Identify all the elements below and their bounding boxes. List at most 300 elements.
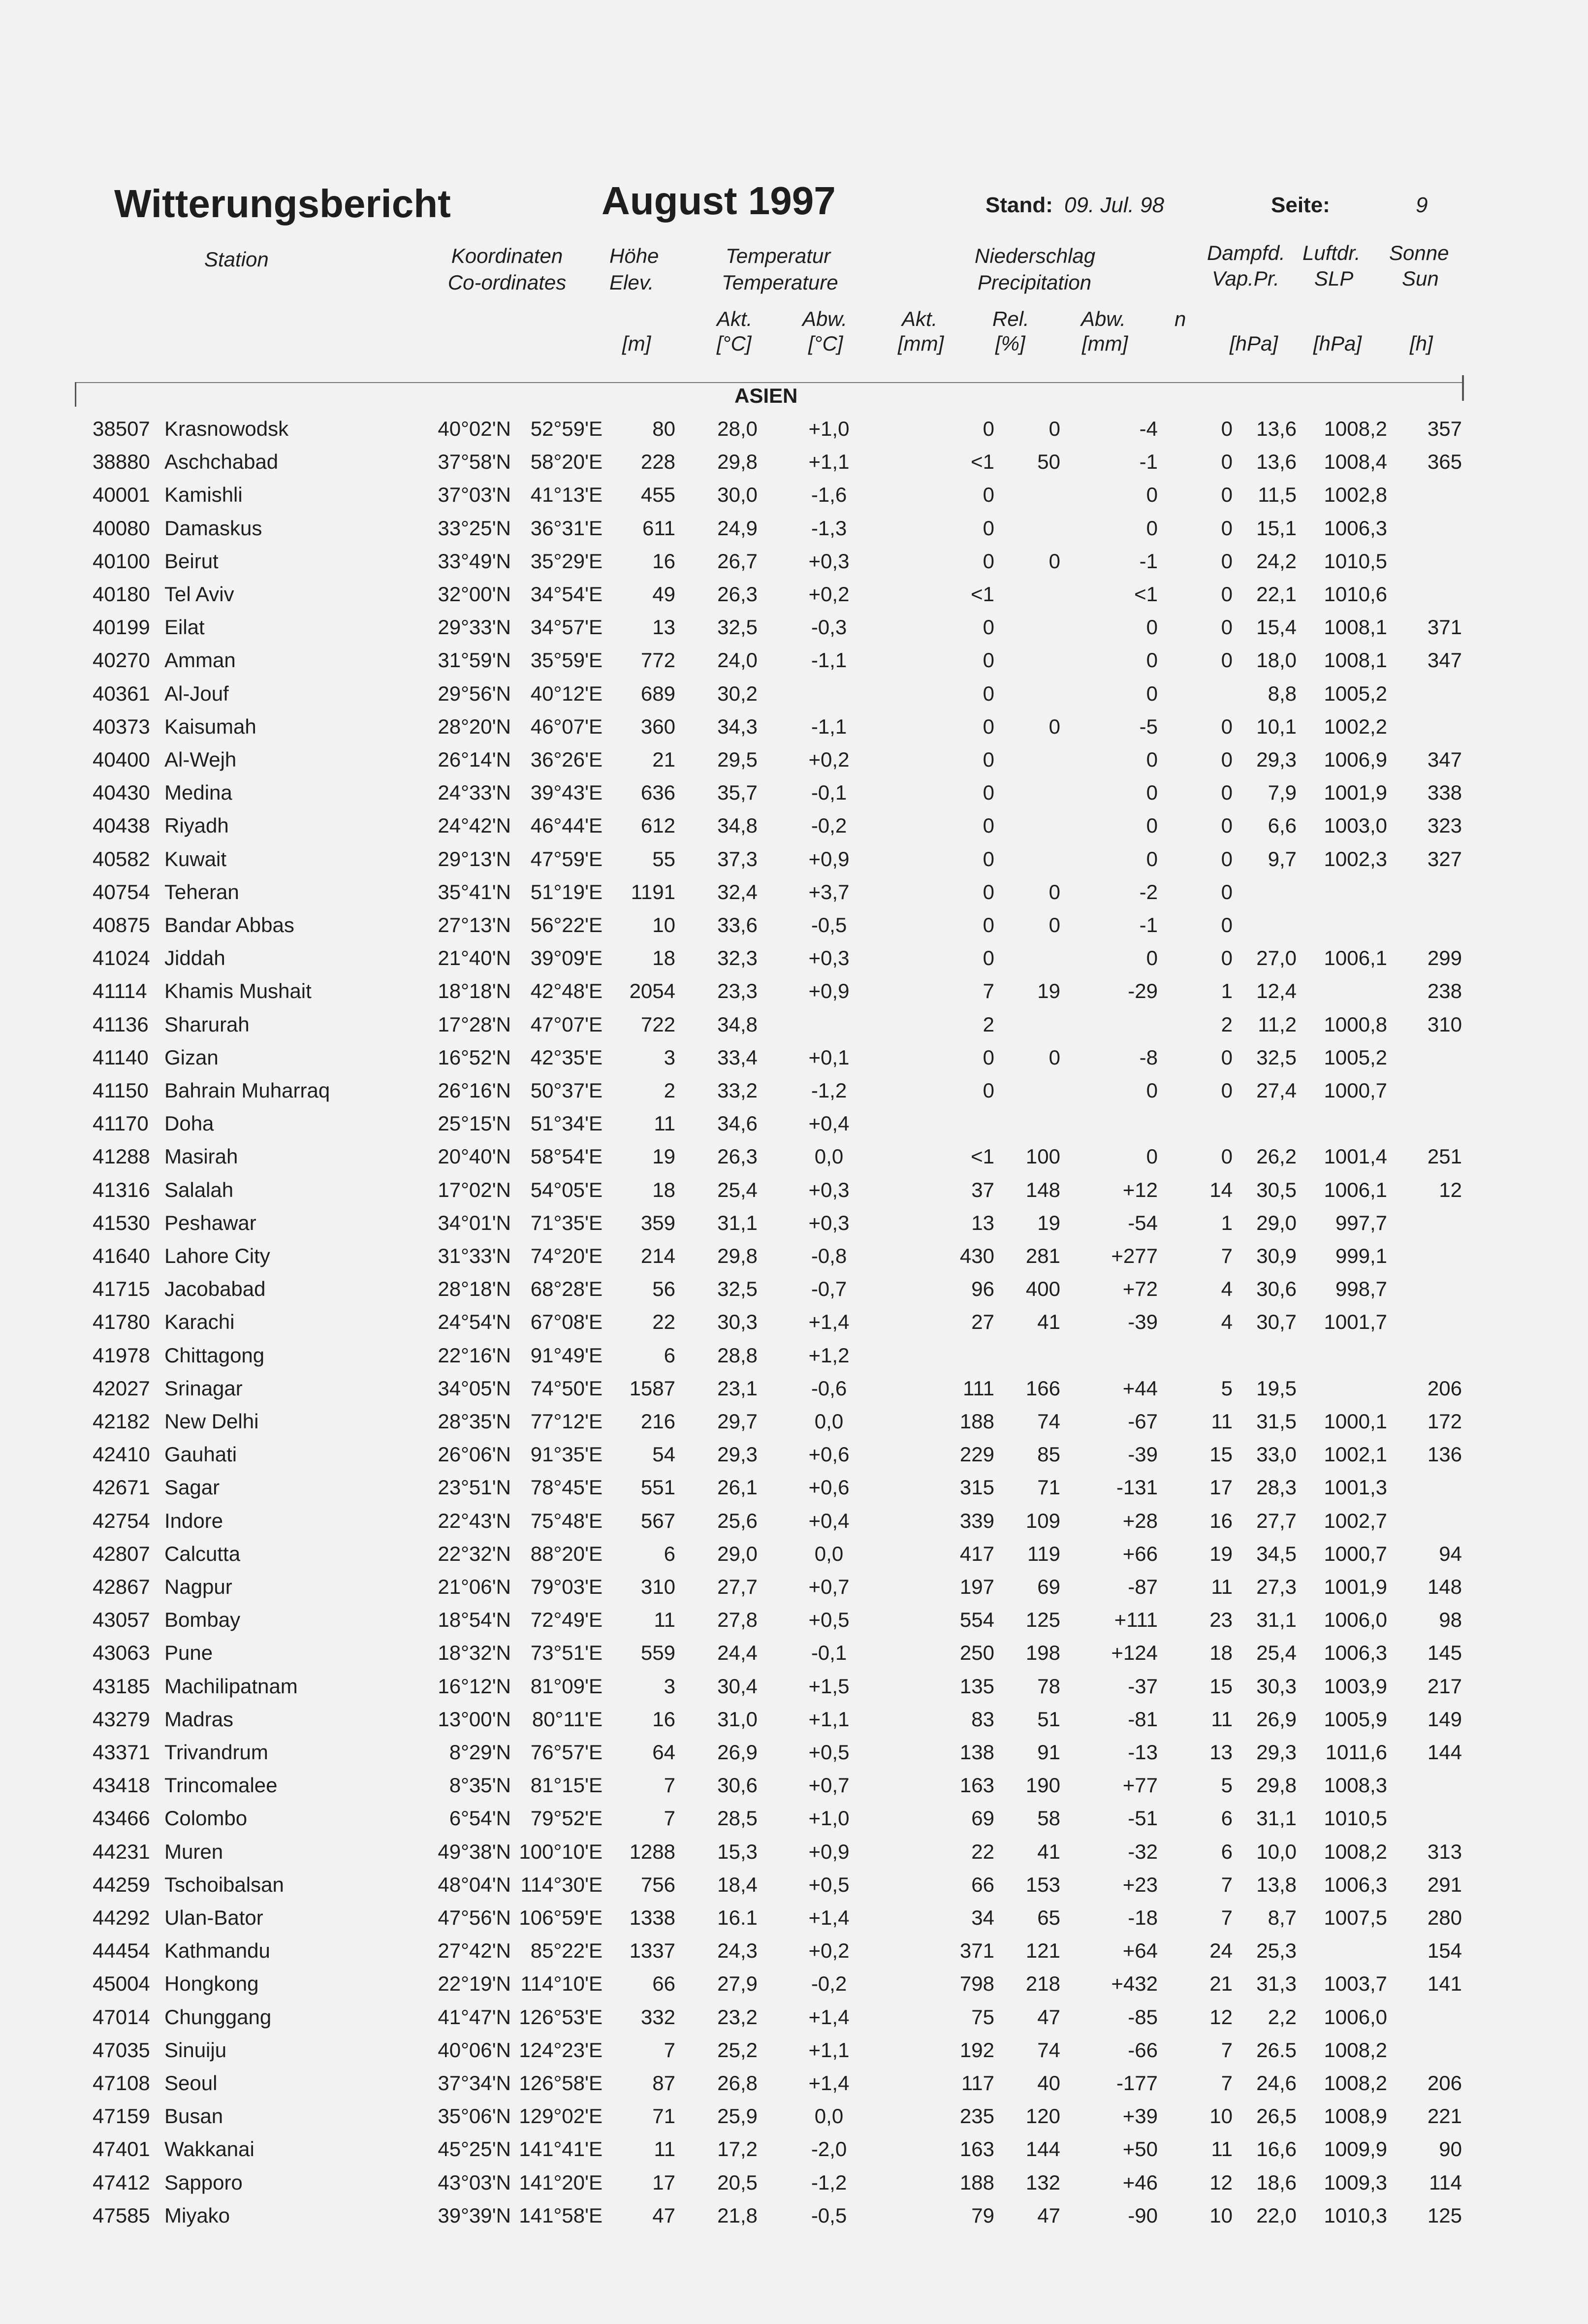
precip-akt: 0 — [983, 648, 994, 672]
vapour-pressure: 24,6 — [1256, 2071, 1297, 2095]
elevation: 71 — [652, 2104, 675, 2128]
precip-abw: -51 — [1128, 1807, 1158, 1830]
elevation: 1337 — [629, 1939, 675, 1963]
temp-akt: 26,8 — [717, 2071, 758, 2095]
temp-abw: -1,3 — [811, 516, 847, 540]
precip-days: 13 — [1209, 1741, 1233, 1764]
precip-abw: -1 — [1139, 913, 1158, 936]
temp-abw: -0,2 — [811, 1972, 847, 1996]
vapour-pressure: 18,6 — [1256, 2170, 1297, 2194]
precip-days: 7 — [1221, 1244, 1233, 1267]
precip-akt: 0 — [983, 417, 994, 440]
unit-m: [m] — [622, 332, 651, 355]
precip-days: 0 — [1221, 1045, 1233, 1069]
temp-akt: 21,8 — [717, 2203, 758, 2227]
precip-abw: +432 — [1111, 1972, 1158, 1996]
station-name: Wakkanai — [164, 2137, 254, 2161]
precip-akt: 66 — [971, 1872, 994, 1896]
station-id: 41170 — [93, 1112, 149, 1135]
latitude: 34°05'N — [438, 1376, 511, 1400]
sea-level-pressure: 1008,4 — [1324, 450, 1387, 474]
temp-akt: 37,3 — [717, 847, 758, 871]
precip-rel: 144 — [1025, 2137, 1060, 2161]
precip-abw: +12 — [1122, 1178, 1158, 1201]
station-name: Sagar — [164, 1476, 220, 1499]
precip-abw: -13 — [1128, 1741, 1158, 1764]
elevation: 1288 — [629, 1840, 675, 1863]
longitude: 47°59'E — [530, 847, 603, 871]
temp-akt: 23,1 — [717, 1376, 758, 1400]
latitude: 18°32'N — [438, 1641, 511, 1665]
precip-abw: -4 — [1139, 417, 1158, 440]
vapour-pressure: 30,5 — [1256, 1178, 1297, 1201]
precip-abw: +39 — [1122, 2104, 1158, 2128]
sunshine: 357 — [1427, 417, 1462, 440]
precip-abw: +66 — [1122, 1542, 1158, 1565]
station-name: Doha — [164, 1112, 214, 1135]
station-id: 44292 — [93, 1906, 150, 1929]
elevation: 47 — [652, 2203, 675, 2227]
precip-days: 1 — [1221, 1211, 1233, 1234]
temp-abw: +1,1 — [808, 2038, 850, 2062]
temp-abw: -0,1 — [811, 781, 847, 805]
longitude: 80°11'E — [532, 1707, 603, 1731]
elevation: 6 — [664, 1343, 675, 1367]
sea-level-pressure: 1000,8 — [1324, 1012, 1387, 1036]
vapour-pressure: 26,2 — [1256, 1145, 1297, 1168]
sea-level-pressure: 1006,3 — [1324, 1641, 1387, 1665]
col-station: Station — [204, 248, 269, 271]
sunshine: 221 — [1427, 2104, 1462, 2128]
temp-abw: -1,6 — [811, 483, 847, 507]
temp-abw: -0,2 — [811, 814, 847, 838]
temp-akt: 29,8 — [717, 450, 758, 474]
precip-rel: 51 — [1037, 1707, 1060, 1731]
sea-level-pressure: 1007,5 — [1324, 1906, 1387, 1929]
precip-akt: 69 — [971, 1807, 994, 1830]
longitude: 39°09'E — [530, 946, 603, 970]
elevation: 756 — [640, 1872, 675, 1896]
vapour-pressure: 11,5 — [1258, 483, 1297, 507]
temp-abw: +1,4 — [808, 1310, 850, 1334]
vapour-pressure: 29,3 — [1256, 748, 1297, 771]
precip-days: 6 — [1221, 1840, 1233, 1863]
precip-rel: 74 — [1037, 2038, 1060, 2062]
precip-rel: 19 — [1037, 1211, 1060, 1234]
temp-abw: +3,7 — [808, 880, 850, 904]
sunshine: 98 — [1439, 1608, 1462, 1632]
longitude: 129°02'E — [519, 2104, 603, 2128]
sea-level-pressure: 998,7 — [1335, 1277, 1387, 1301]
temp-abw: +0,5 — [808, 1741, 850, 1764]
unit-h: [h] — [1410, 332, 1433, 355]
station-id: 41150 — [93, 1079, 149, 1102]
latitude: 27°13'N — [438, 913, 511, 936]
sunshine: 323 — [1427, 814, 1462, 838]
temp-abw: 0,0 — [814, 1410, 844, 1433]
longitude: 100°10'E — [519, 1840, 603, 1863]
station-id: 41978 — [93, 1343, 150, 1367]
longitude: 50°37'E — [530, 1079, 603, 1102]
precip-rel: 91 — [1037, 1741, 1060, 1764]
sunshine: 347 — [1427, 748, 1462, 771]
precip-days: 0 — [1221, 880, 1233, 904]
temp-abw: +0,9 — [808, 1840, 850, 1863]
sunshine: 172 — [1427, 1410, 1462, 1433]
precip-days: 0 — [1221, 1145, 1233, 1168]
sea-level-pressure: 1008,2 — [1324, 417, 1387, 440]
precip-rel: 218 — [1025, 1972, 1060, 1996]
precip-rel: 47 — [1037, 2203, 1060, 2227]
vapour-pressure: 30,3 — [1256, 1674, 1297, 1698]
precip-akt: 37 — [971, 1178, 994, 1201]
vapour-pressure: 31,1 — [1256, 1807, 1297, 1830]
station-id: 42867 — [93, 1575, 150, 1598]
station-id: 40270 — [93, 648, 150, 672]
longitude: 81°09'E — [530, 1674, 603, 1698]
temp-akt: 31,1 — [717, 1211, 758, 1234]
temp-akt: 34,8 — [717, 814, 758, 838]
elevation: 611 — [642, 516, 675, 540]
precip-rel: 198 — [1025, 1641, 1060, 1665]
sea-level-pressure: 1009,3 — [1324, 2170, 1387, 2194]
station-id: 41316 — [93, 1178, 150, 1201]
sunshine: 206 — [1427, 1376, 1462, 1400]
temp-akt: 25,6 — [717, 1509, 758, 1532]
temp-abw: +0,2 — [808, 748, 850, 771]
sea-level-pressure: 999,1 — [1335, 1244, 1387, 1267]
sea-level-pressure: 1010,5 — [1324, 1807, 1387, 1830]
vapour-pressure: 24,2 — [1256, 549, 1297, 573]
longitude: 51°34'E — [530, 1112, 603, 1135]
page-label: Seite: — [1271, 193, 1330, 217]
temp-abw: +0,2 — [808, 1939, 850, 1963]
latitude: 28°20'N — [438, 714, 511, 738]
precip-akt: 111 — [963, 1376, 994, 1400]
sunshine: 338 — [1427, 781, 1462, 805]
sunshine: 149 — [1427, 1707, 1462, 1731]
longitude: 141°41'E — [519, 2137, 603, 2161]
precip-days: 7 — [1221, 1906, 1233, 1929]
temp-abw: +1,4 — [808, 2071, 850, 2095]
elevation: 228 — [640, 450, 675, 474]
longitude: 34°54'E — [530, 582, 603, 606]
station-name: Calcutta — [164, 1542, 241, 1565]
col-sonne-de: Sonne — [1389, 241, 1449, 264]
station-name: New Delhi — [164, 1410, 259, 1433]
station-id: 40100 — [93, 549, 150, 573]
precip-akt: 0 — [983, 1079, 994, 1102]
sea-level-pressure: 1008,9 — [1324, 2104, 1387, 2128]
precip-abw: -67 — [1128, 1410, 1158, 1433]
station-id: 47108 — [93, 2071, 150, 2095]
elevation: 1191 — [631, 880, 675, 904]
sunshine: 12 — [1439, 1178, 1462, 1201]
precip-rel: 132 — [1025, 2170, 1060, 2194]
precip-akt: 430 — [959, 1244, 994, 1267]
sea-level-pressure: 1008,2 — [1324, 1840, 1387, 1863]
temp-abw: -0,5 — [811, 913, 847, 936]
precip-days: 14 — [1209, 1178, 1233, 1201]
temp-abw: -0,5 — [811, 2203, 847, 2227]
sunshine: 141 — [1427, 1972, 1462, 1996]
latitude: 8°29'N — [449, 1741, 511, 1764]
elevation: 2 — [664, 1079, 675, 1102]
temp-akt: 24,3 — [717, 1939, 758, 1963]
latitude: 16°52'N — [438, 1045, 511, 1069]
station-id: 42027 — [93, 1376, 150, 1400]
precip-days: 15 — [1209, 1443, 1233, 1466]
sea-level-pressure: 1005,2 — [1324, 1045, 1387, 1069]
latitude: 22°19'N — [438, 1972, 511, 1996]
station-id: 42807 — [93, 1542, 150, 1565]
station-name: Damaskus — [164, 516, 262, 540]
section-frame-top — [75, 382, 1464, 383]
precip-abw: 0 — [1146, 483, 1158, 507]
temp-abw: +0,4 — [808, 1112, 850, 1135]
temp-abw: -0,7 — [811, 1277, 847, 1301]
longitude: 91°35'E — [530, 1443, 603, 1466]
longitude: 106°59'E — [519, 1906, 603, 1929]
latitude: 49°38'N — [438, 1840, 511, 1863]
unit-hpa-vap: [hPa] — [1230, 332, 1278, 355]
col-temp-de: Temperatur — [726, 244, 831, 267]
station-name: Kamishli — [164, 483, 243, 507]
precip-akt: 163 — [959, 1774, 994, 1797]
vapour-pressure: 30,7 — [1256, 1310, 1297, 1334]
longitude: 67°08'E — [530, 1310, 603, 1334]
precip-rel: 121 — [1025, 1939, 1060, 1963]
precip-akt: 339 — [959, 1509, 994, 1532]
precip-days: 4 — [1221, 1277, 1233, 1301]
precip-rel: 19 — [1037, 979, 1060, 1003]
temp-akt: 31,0 — [717, 1707, 758, 1731]
sea-level-pressure: 1006,1 — [1324, 1178, 1387, 1201]
precip-akt: 83 — [971, 1707, 994, 1731]
station-id: 47585 — [93, 2203, 150, 2227]
station-name: Gauhati — [164, 1443, 237, 1466]
sunshine: 251 — [1427, 1145, 1462, 1168]
precip-abw: +124 — [1111, 1641, 1158, 1665]
precip-akt: 0 — [983, 714, 994, 738]
longitude: 126°58'E — [519, 2071, 603, 2095]
unit-c-akt: [°C] — [717, 332, 752, 355]
elevation: 567 — [640, 1509, 675, 1532]
unit-hpa-slp: [hPa] — [1313, 332, 1362, 355]
longitude: 35°29'E — [530, 549, 603, 573]
sea-level-pressure: 1001,3 — [1324, 1476, 1387, 1499]
precip-days: 12 — [1209, 2170, 1233, 2194]
latitude: 27°42'N — [438, 1939, 511, 1963]
precip-akt: 417 — [959, 1542, 994, 1565]
temp-akt: 24,9 — [717, 516, 758, 540]
longitude: 74°20'E — [530, 1244, 603, 1267]
sea-level-pressure: 1002,7 — [1324, 1509, 1387, 1532]
vapour-pressure: 12,4 — [1256, 979, 1297, 1003]
temp-akt: 33,4 — [717, 1045, 758, 1069]
temp-akt: 30,6 — [717, 1774, 758, 1797]
unit-mm-akt: [mm] — [898, 332, 944, 355]
elevation: 18 — [652, 946, 675, 970]
sunshine: 365 — [1427, 450, 1462, 474]
temp-abw: +0,5 — [808, 1872, 850, 1896]
elevation: 612 — [640, 814, 675, 838]
vapour-pressure: 27,3 — [1256, 1575, 1297, 1598]
precip-abw: +50 — [1122, 2137, 1158, 2161]
precip-rel: 65 — [1037, 1906, 1060, 1929]
sea-level-pressure: 1006,3 — [1324, 516, 1387, 540]
temp-abw: +0,2 — [808, 582, 850, 606]
station-id: 40361 — [93, 681, 150, 705]
temp-abw: -2,0 — [811, 2137, 847, 2161]
station-id: 41140 — [93, 1045, 149, 1069]
station-id: 44259 — [93, 1872, 150, 1896]
longitude: 91°49'E — [530, 1343, 603, 1367]
precip-days: 7 — [1221, 2038, 1233, 2062]
precip-akt: <1 — [971, 582, 994, 606]
latitude: 22°43'N — [438, 1509, 511, 1532]
elevation: 7 — [664, 2038, 675, 2062]
latitude: 18°18'N — [438, 979, 511, 1003]
vapour-pressure: 19,5 — [1256, 1376, 1297, 1400]
temp-abw: +1,5 — [808, 1674, 850, 1698]
precip-rel: 0 — [1048, 913, 1060, 936]
vapour-pressure: 18,0 — [1256, 648, 1297, 672]
col-nieder-de: Niederschlag — [975, 244, 1096, 267]
temp-abw: +0,9 — [808, 979, 850, 1003]
sunshine: 90 — [1439, 2137, 1462, 2161]
precip-abw: -29 — [1128, 979, 1158, 1003]
precip-rel: 50 — [1037, 450, 1060, 474]
precip-akt: 138 — [959, 1741, 994, 1764]
station-name: Ulan-Bator — [164, 1906, 263, 1929]
precip-akt: 163 — [959, 2137, 994, 2161]
station-name: Trivandrum — [164, 1741, 268, 1764]
longitude: 40°12'E — [530, 681, 603, 705]
station-name: Aschchabad — [164, 450, 279, 474]
station-id: 41715 — [93, 1277, 150, 1301]
station-id: 47401 — [93, 2137, 150, 2161]
precip-akt: 192 — [959, 2038, 994, 2062]
sea-level-pressure: 1000,7 — [1324, 1079, 1387, 1102]
vapour-pressure: 28,3 — [1256, 1476, 1297, 1499]
precip-days: 23 — [1209, 1608, 1233, 1632]
precip-akt: 27 — [971, 1310, 994, 1334]
temp-abw: -0,8 — [811, 1244, 847, 1267]
precip-rel: 166 — [1025, 1376, 1060, 1400]
sunshine: 347 — [1427, 648, 1462, 672]
elevation: 11 — [654, 2137, 675, 2161]
section-frame-left — [75, 382, 76, 407]
temp-akt: 34,3 — [717, 714, 758, 738]
sunshine: 154 — [1427, 1939, 1462, 1963]
station-id: 43063 — [93, 1641, 150, 1665]
temp-abw: -1,2 — [811, 2170, 847, 2194]
vapour-pressure: 26,9 — [1256, 1707, 1297, 1731]
longitude: 81°15'E — [530, 1774, 603, 1797]
precip-days: 7 — [1221, 1872, 1233, 1896]
precip-rel: 0 — [1048, 714, 1060, 738]
station-name: Jacobabad — [164, 1277, 266, 1301]
temp-abw: +1,4 — [808, 1906, 850, 1929]
sea-level-pressure: 1001,7 — [1324, 1310, 1387, 1334]
station-name: Chunggang — [164, 2005, 272, 2029]
longitude: 58°54'E — [530, 1145, 603, 1168]
vapour-pressure: 31,5 — [1256, 1410, 1297, 1433]
latitude: 43°03'N — [438, 2170, 511, 2194]
latitude: 24°33'N — [438, 781, 511, 805]
elevation: 214 — [640, 1244, 675, 1267]
elevation: 55 — [652, 847, 675, 871]
vapour-pressure: 10,0 — [1256, 1840, 1297, 1863]
sea-level-pressure: 1006,9 — [1324, 748, 1387, 771]
station-name: Jiddah — [164, 946, 225, 970]
precip-days: 15 — [1209, 1674, 1233, 1698]
precip-abw: -87 — [1128, 1575, 1158, 1598]
sunshine: 114 — [1429, 2170, 1462, 2194]
precip-days: 0 — [1221, 913, 1233, 936]
temp-akt: 28,5 — [717, 1807, 758, 1830]
col-abw-temp: Abw. — [802, 307, 848, 330]
sea-level-pressure: 1000,7 — [1324, 1542, 1387, 1565]
latitude: 34°01'N — [438, 1211, 511, 1234]
temp-abw: +0,9 — [808, 847, 850, 871]
longitude: 141°20'E — [519, 2170, 603, 2194]
sea-level-pressure: 997,7 — [1335, 1211, 1387, 1234]
station-name: Kuwait — [164, 847, 227, 871]
temp-abw: +0,3 — [808, 946, 850, 970]
vapour-pressure: 29,0 — [1256, 1211, 1297, 1234]
sea-level-pressure: 1001,4 — [1324, 1145, 1387, 1168]
temp-abw: -1,1 — [811, 648, 847, 672]
sea-level-pressure: 1006,0 — [1324, 2005, 1387, 2029]
precip-akt: 0 — [983, 615, 994, 639]
precip-rel: 148 — [1025, 1178, 1060, 1201]
precip-abw: +28 — [1122, 1509, 1158, 1532]
longitude: 42°35'E — [530, 1045, 603, 1069]
vapour-pressure: 10,1 — [1256, 714, 1297, 738]
elevation: 6 — [664, 1542, 675, 1565]
longitude: 68°28'E — [530, 1277, 603, 1301]
elevation: 1587 — [629, 1376, 675, 1400]
precip-akt: 188 — [959, 2170, 994, 2194]
station-id: 42410 — [93, 1443, 150, 1466]
station-id: 47412 — [93, 2170, 150, 2194]
temp-akt: 35,7 — [717, 781, 758, 805]
vapour-pressure: 13,8 — [1256, 1872, 1297, 1896]
longitude: 73°51'E — [530, 1641, 603, 1665]
col-koord-de: Koordinaten — [451, 244, 563, 267]
precip-rel: 78 — [1037, 1674, 1060, 1698]
station-name: Eilat — [164, 615, 205, 639]
longitude: 46°07'E — [530, 714, 603, 738]
sea-level-pressure: 1001,9 — [1324, 1575, 1387, 1598]
station-name: Amman — [164, 648, 236, 672]
longitude: 36°31'E — [530, 516, 603, 540]
sunshine: 291 — [1427, 1872, 1462, 1896]
temp-abw: -0,6 — [811, 1376, 847, 1400]
precip-rel: 41 — [1037, 1310, 1060, 1334]
latitude: 31°33'N — [438, 1244, 511, 1267]
temp-akt: 32,3 — [717, 946, 758, 970]
vapour-pressure: 31,3 — [1256, 1972, 1297, 1996]
precip-days: 5 — [1221, 1774, 1233, 1797]
temp-abw: +0,1 — [808, 1045, 850, 1069]
latitude: 13°00'N — [438, 1707, 511, 1731]
station-name: Sharurah — [164, 1012, 250, 1036]
station-id: 38880 — [93, 450, 150, 474]
station-id: 40438 — [93, 814, 150, 838]
